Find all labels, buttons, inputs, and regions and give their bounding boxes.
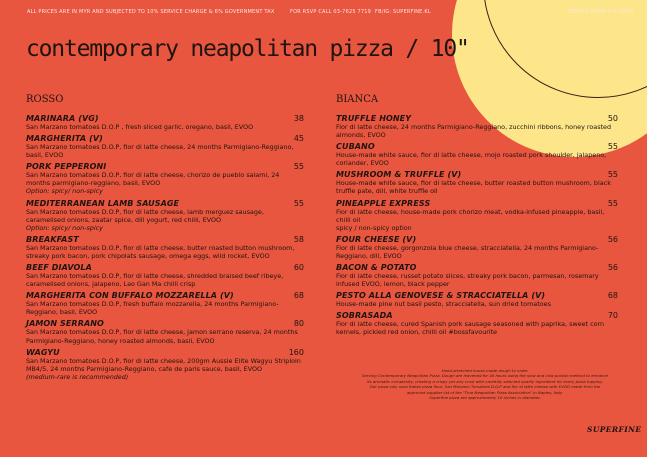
menu-item-price: 55 xyxy=(607,170,618,180)
menu-item-price: 80 xyxy=(293,319,304,329)
menu-item xyxy=(26,134,304,159)
menu-item xyxy=(26,291,304,316)
menu-item-description: House-made pine nut basil pesto, stracciatella, sun dried tomatoes xyxy=(336,300,551,309)
menu-item-header xyxy=(26,319,304,328)
footnote-line: Serving Contemporary Neapolitan Pizza. Dough are leavened for 48 hours using the slow and cold poolish method to enhance its aromatic complexity, creating a crispy yet airy crust with carefully selected quality ingredient for every pizza topping. xyxy=(361,373,608,384)
pizza-footnote xyxy=(360,368,610,400)
menu-item-price: 60 xyxy=(293,263,304,273)
menu-item-price: 55 xyxy=(607,198,618,208)
menu-item-header xyxy=(26,162,304,171)
menu-item-price: 68 xyxy=(293,291,304,301)
menu-item xyxy=(26,319,304,344)
menu-item-description: San Marzano tomatoes D.O.P, fior di latte cheese, lamb merguez sausage, caramelised onions, zaatar spice, dill yogurt, red chilli, EVOO xyxy=(26,207,264,224)
menu-item xyxy=(26,162,304,195)
menu-item-note: spicy / non-spicy option xyxy=(336,223,412,232)
menu-item-description: San Marzano tomatoes D.O.P, fresh buffalo mozzarella, 24 months Parmigiano-Reggiano, basil, EVOO xyxy=(26,300,279,317)
menu-item-name: PORK PEPPERONI xyxy=(26,162,107,172)
menu-item xyxy=(26,348,304,381)
menu-item-description: Fior di latte cheese, gorgonzola blue cheese, stracciatella, 24 months Parmigiano-Reggiano, dill, EVOO xyxy=(336,243,599,260)
menu-item-price: 45 xyxy=(293,134,304,144)
menu-item-name: WAGYU xyxy=(26,347,60,357)
menu-item-price: 160 xyxy=(288,347,304,357)
menu-item-description: House-made white sauce, fior di latte cheese, mojo roasted pork shoulder, jalapeno, coriander, EVOO xyxy=(336,151,607,168)
menu-item-name: CUBANO xyxy=(336,142,375,152)
bianca-column xyxy=(336,94,618,340)
rsvp-phone: FOR RSVP CALL 03-7625 7719 xyxy=(290,9,372,15)
menu-item-price: 58 xyxy=(293,234,304,244)
menu-item-description: San Marzano tomatoes D.O.P, fior di latte cheese, shredded braised beef ribeye, caramelised onions, jalapeno, Lao Gan Ma chilli crisp xyxy=(26,272,284,289)
menu-item xyxy=(26,263,304,288)
menu-item-header xyxy=(26,263,304,272)
menu-item-header xyxy=(336,114,618,123)
menu-item-header xyxy=(26,114,304,123)
menu-item-price: 55 xyxy=(293,198,304,208)
menu-item-price: 50 xyxy=(607,114,618,123)
menu-item-name: PINEAPPLE EXPRESS xyxy=(336,198,431,208)
menu-item-name: MARGHERITA (V) xyxy=(26,134,103,144)
menu-item-name: SOBRASADA xyxy=(336,311,393,321)
menu-item-name: JAMON SERRANO xyxy=(26,319,104,329)
menu-item xyxy=(336,311,618,336)
menu-item-description: San Marzano tomatoes D.O.P, fior di latte cheese, jamon serrano reserva, 24 months Parmigiano-Reggiano, honey roasted almonds, basil, EVOO xyxy=(26,328,298,345)
menu-item-description: Fior di latte cheese, house-made pork chorizo meat, vodka-infused pineapple, basil, chilli oil xyxy=(336,207,605,224)
rosso-heading: ROSSO xyxy=(26,94,64,105)
menu-item-name: BEEF DIAVOLA xyxy=(26,263,92,273)
bianca-heading: BIANCA xyxy=(336,94,379,105)
menu-item-header xyxy=(336,199,618,208)
menu-item-header xyxy=(336,235,618,244)
menu-item-header xyxy=(336,142,618,151)
menu-item-name: TRUFFLE HONEY xyxy=(336,114,412,123)
menu-item xyxy=(336,142,618,167)
menu-item-header xyxy=(336,311,618,320)
menu-item-name: BREAKFAST xyxy=(26,234,79,244)
menu-item xyxy=(26,235,304,260)
menu-item-price: 55 xyxy=(293,162,304,172)
menu-item-header xyxy=(26,235,304,244)
bianca-list xyxy=(336,114,618,337)
menu-item-header xyxy=(336,291,618,300)
menu-item-name: MUSHROOM & TRUFFLE (V) xyxy=(336,170,462,180)
rosso-column xyxy=(26,94,304,384)
menu-item-name: PESTO ALLA GENOVESE & STRACCIATELLA (V) xyxy=(336,291,546,301)
footnote-line: Superfine pizza are approximately 10 inches in diameter. xyxy=(429,395,541,401)
footnote-line: Hand-stretched house-made dough to order. xyxy=(441,368,529,373)
tax-note: ALL PRICES ARE IN MYR AND SUBJECTED TO 10% SERVICE CHARGE & 6% GOVERNMENT TAX xyxy=(27,9,275,15)
menu-item-description: San Marzano tomatoes D.O.P, fior di latte cheese, 200gm Aussie Elite Wagyu Striploin MB4/5, 24 months Parmigiano-Reggiano, cafe de paris sauce, basil, EVOO xyxy=(26,356,301,373)
menu-item-name: FOUR CHEESE (V) xyxy=(336,234,417,244)
menu-item-note: (medium-rare is recommended) xyxy=(26,372,129,381)
menu-item xyxy=(336,291,618,308)
menu-item-note: Option: spicy/ non-spicy xyxy=(26,187,103,196)
menu-item-description: San Marzano tomatoes D.O.P, fior di latte cheese, butter roasted button mushroom, streaky pork bacon, pork chipolats sausage, omega eggs, wild rocket, EVOO xyxy=(26,243,295,260)
menu-item-header xyxy=(26,199,304,208)
rosso-list xyxy=(26,114,304,381)
menu-item xyxy=(26,114,304,131)
menu-item-name: MARGHERITA CON BUFFALO MOZZARELLA (V) xyxy=(26,291,234,301)
menu-item-price: 56 xyxy=(607,234,618,244)
menu-item-price: 56 xyxy=(607,263,618,273)
menu-item-price: 38 xyxy=(293,114,304,123)
menu-item xyxy=(26,199,304,232)
social-handle: FB/IG: SUPERFINE.KL xyxy=(375,9,431,15)
menu-title: contemporary neapolitan pizza / 10" xyxy=(26,36,469,62)
menu-item xyxy=(336,263,618,288)
menu-item-header xyxy=(26,291,304,300)
menu-item-note: Option: spicy/ non-spicy xyxy=(26,223,103,232)
menu-item xyxy=(336,199,618,232)
menu-item-name: MARINARA (VG) xyxy=(26,114,99,123)
menu-item-description: Fior di latte cheese, cured Spanish pork sausage seasoned with paprika, sweet corn kernels, pickled red onion, chilli oil #bossfavourite xyxy=(336,320,605,337)
menu-item-header xyxy=(26,134,304,143)
menu-item-price: 68 xyxy=(607,291,618,301)
menu-item-name: MEDITERRANEAN LAMB SAUSAGE xyxy=(26,198,180,208)
menu-item-description: San Marzano tomatoes D.O.P, fior di latte cheese, chorizo de pueblo salami, 24 months parmigiano-reggiano, basil, EVOO xyxy=(26,171,280,188)
menu-item-header xyxy=(336,170,618,179)
service-hours: SERVED FROM 6-9.30PM xyxy=(568,9,634,15)
menu-item-description: House-made white sauce, fior di latte cheese, butter roasted button mushroom, black truffle pate, dill, white truffle oil xyxy=(336,179,611,196)
superfine-logo: SUPERFINE xyxy=(587,425,642,434)
menu-item-description: Fior di latte cheese, russet potato slices, streaky pork bacon, parmesan, rosemary infused EVOO, lemon, black pepper xyxy=(336,272,599,289)
menu-item-name: BACON & POTATO xyxy=(336,263,417,273)
menu-item xyxy=(336,114,618,139)
menu-item xyxy=(336,235,618,260)
menu-item-description: San Marzano tomatoes D.O.P , fresh sliced garlic, oregano, basil, EVOO xyxy=(26,123,254,131)
menu-item xyxy=(336,170,618,195)
top-info-bar xyxy=(0,9,647,19)
footnote-line: Our pizza only uses Italian pizza flour, San Marzano Tomatoes D.O.P and fior di latte cheese with EVOO made from the approved supplier list of the "True Neapolitan Pizza Association" in Naples, Italy. xyxy=(369,384,601,395)
menu-item-price: 70 xyxy=(607,311,618,321)
menu-item-header xyxy=(26,348,304,357)
menu-item-description: Fior di latte cheese, 24 months Parmigiano-Reggiano, zucchini ribbons, honey roasted almonds, EVOO xyxy=(336,123,612,140)
menu-item-price: 55 xyxy=(607,142,618,152)
menu-item-description: San Marzano tomatoes D.O.P, fior di latte cheese, 24 months Parmigiano-Reggiano, basil, EVOO xyxy=(26,143,294,160)
menu-item-header xyxy=(336,263,618,272)
